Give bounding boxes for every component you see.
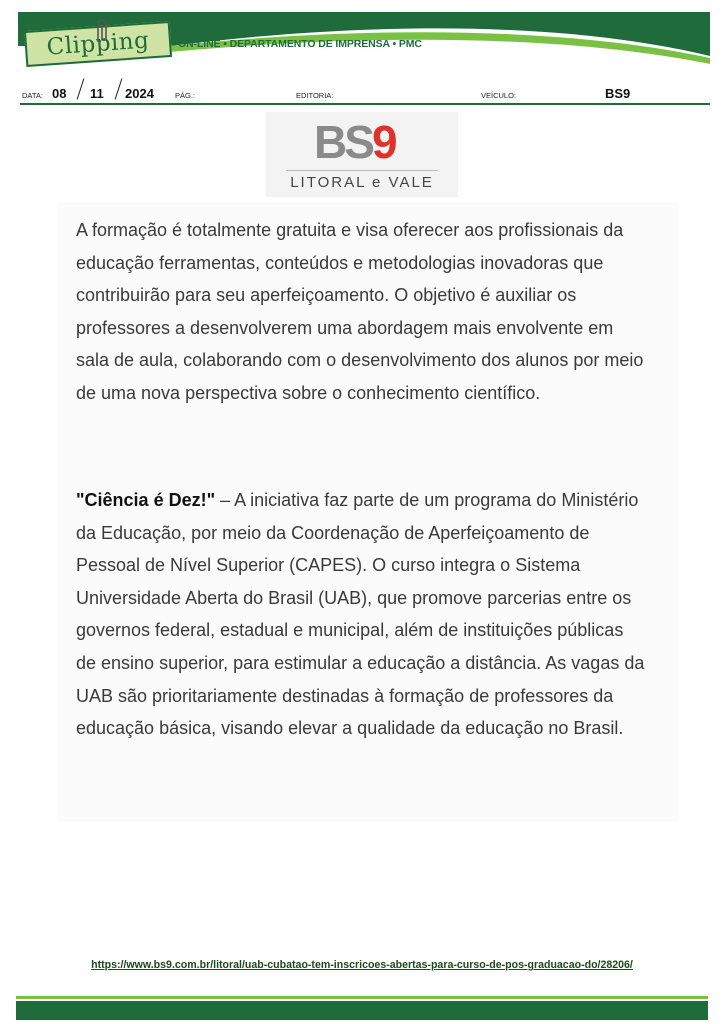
clipping-metadata	[20, 82, 710, 104]
paragraph-lead: "Ciência é Dez!"	[76, 490, 216, 510]
svg-text:BS: BS	[314, 116, 372, 166]
article-paragraph	[76, 484, 646, 745]
date-day: 08	[52, 86, 67, 101]
clipping-header	[0, 0, 724, 110]
vehicle-name: BS9	[605, 86, 631, 101]
section-label: EDITORIA:	[296, 91, 334, 100]
clipping-badge-label: Clipping	[45, 27, 151, 61]
footer-band	[16, 1001, 708, 1020]
date-month: 11	[90, 86, 104, 101]
paragraph-body: – A iniciativa faz parte de um programa do Ministério da Educação, por meio da Coordenação de Aperfeiçoamento de Pessoal de Nível Superior (CAPES). O curso integra o Sistema Universidade Aberta do Brasil (UAB), que promove parcerias entre os governos federal, estadual e municipal, além de instituições públicas de ensino superior, para estimular a educação a distância. As vagas da UAB são prioritariamente destinadas à formação de professores da educação básica, visando elevar a qualidade da educação no Brasil.	[76, 490, 645, 739]
date-label: DATA:	[22, 91, 43, 100]
vehicle-label: VEÍCULO:	[481, 91, 517, 100]
bs9-logo-mark	[314, 116, 410, 166]
logo-divider	[286, 170, 438, 171]
footer-bar	[16, 996, 708, 1024]
logo-subtitle: LITORAL e VALE	[290, 174, 434, 191]
date-year: 2024	[125, 86, 154, 101]
bs9-logo	[266, 112, 458, 197]
footer-accent-line	[16, 996, 708, 999]
article-excerpt	[58, 202, 678, 822]
header-subtitle: ON-LINE • DEPARTAMENTO DE IMPRENSA • PMC	[178, 38, 422, 50]
source-url-link[interactable]: https://www.bs9.com.br/litoral/uab-cubatao-tem-inscricoes-abertas-para-curso-de-pos-graduacao-do/28206/	[91, 959, 633, 971]
header-divider	[20, 103, 710, 105]
date-separator	[77, 78, 85, 99]
page-label: PÁG.:	[175, 91, 196, 100]
paperclip-icon	[92, 16, 114, 46]
date-separator	[115, 78, 123, 99]
svg-text:9: 9	[372, 116, 398, 166]
article-paragraph: A formação é totalmente gratuita e visa oferecer aos profissionais da educação ferramentas, conteúdos e metodologias inovadoras que contribuirão para seu aperfeiçoamento. O objetivo é auxiliar os professores a desenvolverem uma abordagem mais envolvente em sala de aula, colaborando com o desenvolvimento dos alunos por meio de uma nova perspectiva sobre o conhecimento científico.	[76, 220, 644, 403]
